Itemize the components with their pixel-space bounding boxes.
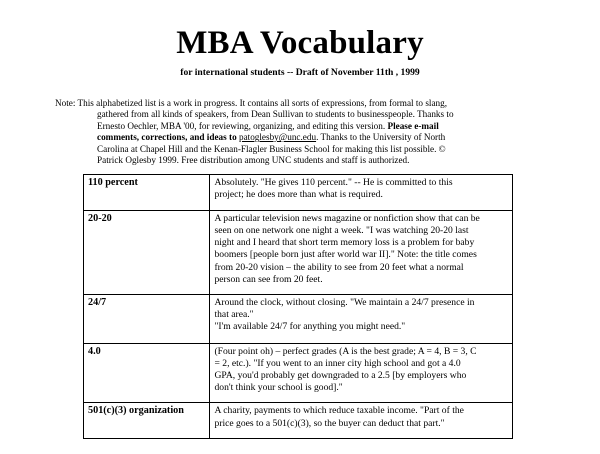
term-cell: 24/7 bbox=[84, 294, 210, 343]
note-line-3-text: Ernesto Oechler, MBA '00, for reviewing, organizing, and editing this version. bbox=[97, 120, 386, 131]
definition-line: "I'm available 24/7 for anything you might need." bbox=[214, 320, 406, 332]
note-line-4-bold: comments, corrections, and ideas to bbox=[97, 132, 237, 143]
page-subtitle: for international students -- Draft of November 11th , 1999 bbox=[180, 67, 420, 78]
table-row bbox=[84, 211, 513, 295]
page-title: MBA Vocabulary bbox=[176, 25, 424, 61]
definition-line: don't think your school is good]." bbox=[214, 382, 343, 394]
vocabulary-table bbox=[83, 174, 513, 439]
definition-line: that area." bbox=[214, 308, 254, 320]
definition-cell bbox=[210, 344, 513, 403]
definition-line: = 2, etc.). "If you went to an inner city high school and got a 4.0 bbox=[214, 358, 461, 370]
note-line-1: Note: This alphabetized list is a work in progress. It contains all sorts of expressions, from formal to slang, bbox=[55, 98, 448, 108]
definition-line: from 20-20 vision – the ability to see from 20 feet what a normal bbox=[214, 261, 464, 273]
note-line-4-rest: . Thanks to the University of North bbox=[316, 132, 446, 143]
note-line-2: gathered from all kinds of speakers, from Dean Sullivan to students to businesspeople. Thanks to bbox=[97, 109, 454, 120]
term-cell: 20-20 bbox=[84, 211, 210, 295]
definition-line: A charity, payments to which reduce taxable income. "Part of the bbox=[214, 405, 464, 417]
definition-line: GPA, you'd probably get downgraded to a 2.5 [by employers who bbox=[214, 370, 467, 382]
note-line-3-bold: Please e-mail bbox=[387, 120, 439, 131]
definition-line: (Four point oh) – perfect grades (A is the best grade; A = 4, B = 3, C bbox=[214, 346, 477, 358]
definition-cell bbox=[210, 403, 513, 438]
definition-line: boomers [people born just after world war II]." Note: the title comes bbox=[214, 249, 477, 261]
definition-line: seen on one network one night a week. "I was watching 20-20 last bbox=[214, 225, 469, 237]
table-row bbox=[84, 175, 513, 211]
table-row bbox=[84, 403, 513, 438]
definition-cell bbox=[210, 211, 513, 295]
intro-note bbox=[55, 98, 555, 166]
term-cell: 501(c)(3) organization bbox=[84, 403, 210, 438]
note-line-5: Carolina at Chapel Hill and the Kenan-Flagler Business School for making this list possible. © bbox=[97, 143, 446, 154]
note-line-6: Patrick Oglesby 1999. Free distribution among UNC students and staff is authorized. bbox=[97, 155, 410, 166]
vocabulary-table-body bbox=[84, 175, 513, 439]
definition-line: Absolutely. "He gives 110 percent." -- He is committed to this bbox=[214, 177, 453, 188]
term-cell: 4.0 bbox=[84, 344, 210, 403]
term-cell: 110 percent bbox=[84, 175, 210, 211]
table-row bbox=[84, 344, 513, 403]
definition-line: A particular television news magazine or nonfiction show that can be bbox=[214, 213, 480, 225]
definition-cell bbox=[210, 294, 513, 343]
definition-cell bbox=[210, 175, 513, 211]
email-link[interactable]: patoglesby@unc.edu bbox=[238, 132, 317, 143]
note-line-4 bbox=[55, 132, 555, 143]
table-row bbox=[84, 294, 513, 343]
definition-line: person can see from 20 feet. bbox=[214, 273, 323, 285]
definition-line: price goes to a 501(c)(3), so the buyer can deduct that part." bbox=[214, 417, 445, 429]
definition-line: project; he does more than what is required. bbox=[214, 189, 383, 201]
note-line-3 bbox=[55, 121, 555, 132]
definition-line: night and I heard that short term memory loss is a problem for baby bbox=[214, 237, 475, 249]
definition-line: Around the clock, without closing. "We maintain a 24/7 presence in bbox=[214, 296, 475, 308]
